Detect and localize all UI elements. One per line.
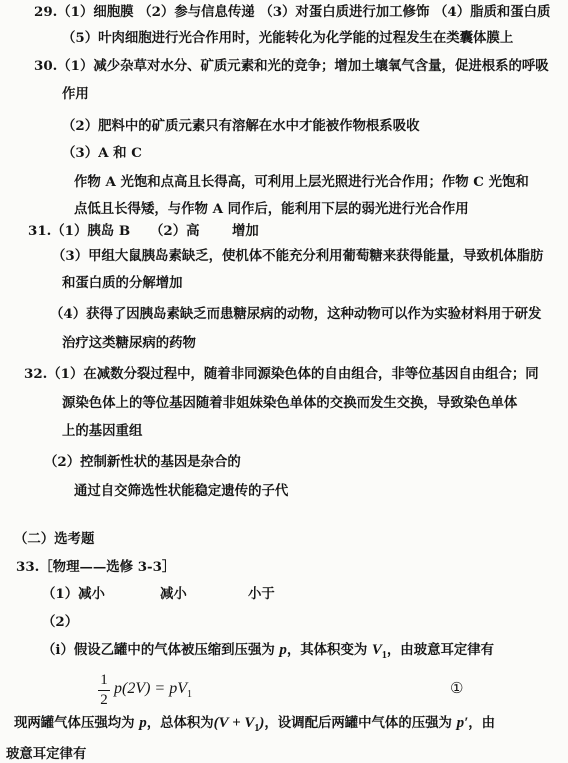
q33-part-i-text-b: ，其体积变为 <box>286 642 372 658</box>
q33-ans2: （2） <box>42 614 79 630</box>
last-volume: $(V + V_1)$ <box>213 715 265 734</box>
fraction-bar <box>98 690 110 691</box>
q31-line-3: 和蛋白质的分解增加 <box>62 275 183 291</box>
q33-part-i-line <box>42 642 494 664</box>
q31-line-1-a: 31.（1）胰岛 B <box>28 223 131 239</box>
q32-line-2: 源染色体上的等位基因随着非姐妹染色单体的交换而发生交换，导致染色单体 <box>62 395 518 411</box>
q31-line-2: （3）甲组大鼠胰岛素缺乏，使机体不能充分利用葡萄糖来获得能量，导致机体脂肪 <box>52 248 544 264</box>
q30-line-2: 作用 <box>62 86 89 102</box>
q31-line-5: 治疗这类糖尿病的药物 <box>62 335 196 351</box>
last-p-prime: p′ <box>456 715 469 731</box>
q33-last-line: 现两罐气体压强均为 p，总体积为$(V + V_1)$，设调配后两罐中气体的压强为 p′，由 <box>14 715 496 734</box>
q30-line-5: 作物 A 光饱和点高且长得高，可利用上层光照进行光合作用；作物 C 光饱和 <box>74 174 529 190</box>
q32-line-1: 32.（1）在减数分裂过程中，随着非同源染色体的自由组合，非等位基因自由组合；同 <box>24 366 539 382</box>
q33-title: 33.［物理——选修 3-3］ <box>16 559 176 575</box>
equation-fraction <box>98 672 110 709</box>
q29-line-1: 29.（1）细胞膜 （2）参与信息传递 （3）对蛋白质进行加工修饰 （4）脂质和蛋白质 <box>34 4 551 20</box>
q33-ans1-a: （1）减小 <box>42 586 105 602</box>
section-heading: （二）选考题 <box>14 531 95 547</box>
q29-line-2: （5）叶肉细胞进行光合作用时，光能转化为化学能的过程发生在类囊体膜上 <box>62 30 514 46</box>
q33-cut-line: 玻意耳定律有 <box>6 746 87 762</box>
equation-body: $p(2V) = pV_1$ <box>114 680 192 701</box>
q33-part-i-text-c: ，由玻意耳定律有 <box>386 642 495 658</box>
q32-line-3: 上的基因重组 <box>62 423 143 439</box>
q30-line-6: 点低且长得矮，与作物 A 同作后，能利用下层的弱光进行光合作用 <box>74 201 469 217</box>
q33-part-i-text-a: （i）假设乙罐中的气体被压缩到压强为 <box>42 642 280 658</box>
q31-line-4: （4）获得了因胰岛素缺乏而患糖尿病的动物，这种动物可以作为实验材料用于研发 <box>50 306 542 322</box>
q31-line-1-b: （2）高 <box>150 223 200 239</box>
q30-line-4: （3）A 和 C <box>62 145 142 161</box>
fraction-denominator: 2 <box>100 692 108 708</box>
equation-mark: ① <box>450 679 464 697</box>
last-p: p <box>139 715 147 731</box>
fraction-numerator: 1 <box>100 672 108 688</box>
q30-line-3: （2）肥料中的矿质元素只有溶解在水中才能被作物根系吸收 <box>62 118 420 134</box>
q33-part-i-v: $V_1$ <box>371 642 387 661</box>
q33-ans1-c: 小于 <box>248 586 275 602</box>
q30-line-1: 30.（1）减少杂草对水分、矿质元素和光的竞争；增加土壤氧气含量，促进根系的呼吸 <box>34 58 549 74</box>
q32-line-5: 通过自交筛选性状能稳定遗传的子代 <box>74 483 289 499</box>
q32-line-4: （2）控制新性状的基因是杂合的 <box>44 454 241 470</box>
q33-part-i-p: p <box>279 642 287 658</box>
q31-line-1-c: 增加 <box>232 223 259 239</box>
q33-ans1-b: 减小 <box>160 586 187 602</box>
